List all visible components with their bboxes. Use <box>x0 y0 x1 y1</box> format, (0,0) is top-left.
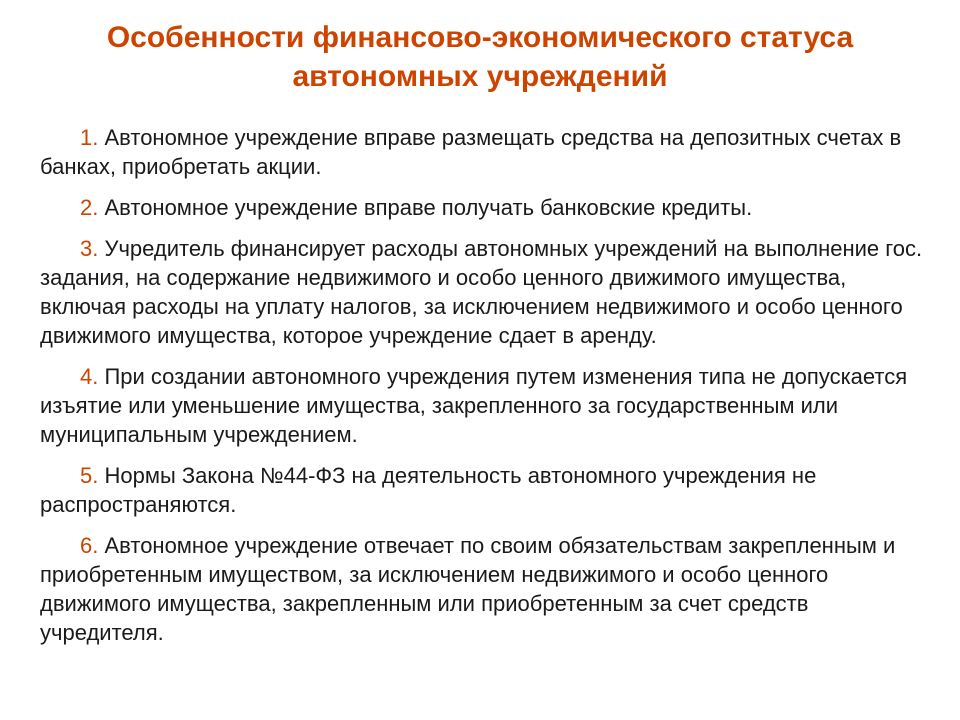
list-item-4 <box>40 362 930 449</box>
list-item-5 <box>40 461 930 519</box>
item-text: Автономное учреждение вправе размещать средства на депозитных счетах в банках, приобретать акции. <box>40 125 902 179</box>
item-number: 2. <box>80 195 99 220</box>
item-text: Автономное учреждение вправе получать банковские кредиты. <box>104 195 753 220</box>
list-item-3 <box>40 234 930 350</box>
slide-title-line-1: Особенности финансово-экономического статуса <box>106 21 854 54</box>
item-text: Учредитель финансирует расходы автономных учреждений на выполнение гос. задания, на содержание недвижимого и особо ценного движимого имущества, включая расходы на уплату налогов, за исключением недвижимого и особо ценного движимого имущества, которое учреждение сдает в аренду. <box>40 236 923 348</box>
item-number: 4. <box>80 364 99 389</box>
item-number: 3. <box>80 236 99 261</box>
numbered-list <box>40 123 930 659</box>
item-text: При создании автономного учреждения путем изменения типа не допускается изъятие или уменьшение имущества, закрепленного за государственным или муниципальным учреждением. <box>40 364 908 447</box>
list-item-6 <box>40 531 930 647</box>
item-number: 6. <box>80 533 99 558</box>
slide-title-line-2: автономных учреждений <box>292 60 668 93</box>
item-text: Автономное учреждение отвечает по своим обязательствам закрепленным и приобретенным имуществом, за исключением недвижимого и особо ценного движимого имущества, закрепленным или приобретенным за счет средств учредителя. <box>40 533 896 645</box>
item-number: 5. <box>80 463 99 488</box>
item-number: 1. <box>80 125 99 150</box>
item-text: Нормы Закона №44-ФЗ на деятельность автономного учреждения не распространяются. <box>40 463 817 517</box>
slide-title <box>40 18 920 96</box>
list-item-2 <box>40 193 930 222</box>
list-item-1 <box>40 123 930 181</box>
